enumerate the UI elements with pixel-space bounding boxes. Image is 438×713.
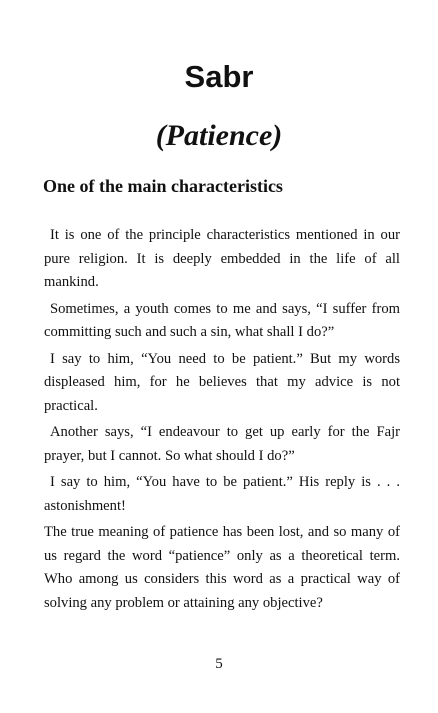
page-number: 5 xyxy=(215,656,223,672)
body-text xyxy=(44,224,400,618)
paragraph-2: Sometimes, a youth comes to me and says, “I suffer from committing such and such a sin, what shall I do?” xyxy=(44,300,400,340)
paragraph-4: Another says, “I endeavour to get up early for the Fajr prayer, but I cannot. So what should I do?” xyxy=(44,424,400,464)
chapter-subtitle: (Patience) xyxy=(155,119,283,152)
paragraph-1: It is one of the principle characteristics mentioned in our pure religion. It is deeply embedded in the life of all mankind. xyxy=(44,227,400,290)
paragraph-3: I say to him, “You need to be patient.” But my words displeased him, for he believes that my advice is not practical. xyxy=(44,350,400,414)
section-heading: One of the main characteristics xyxy=(43,176,283,196)
paragraph-6: The true meaning of patience has been lost, and so many of us regard the word “patience” only as a theoretical term. Who among us considers this word as a practical way of solving any problem or attaining any objective? xyxy=(44,524,400,611)
paragraph-5: I say to him, “You have to be patient.” His reply is . . . astonishment! xyxy=(44,474,400,514)
chapter-title: Sabr xyxy=(184,59,254,94)
